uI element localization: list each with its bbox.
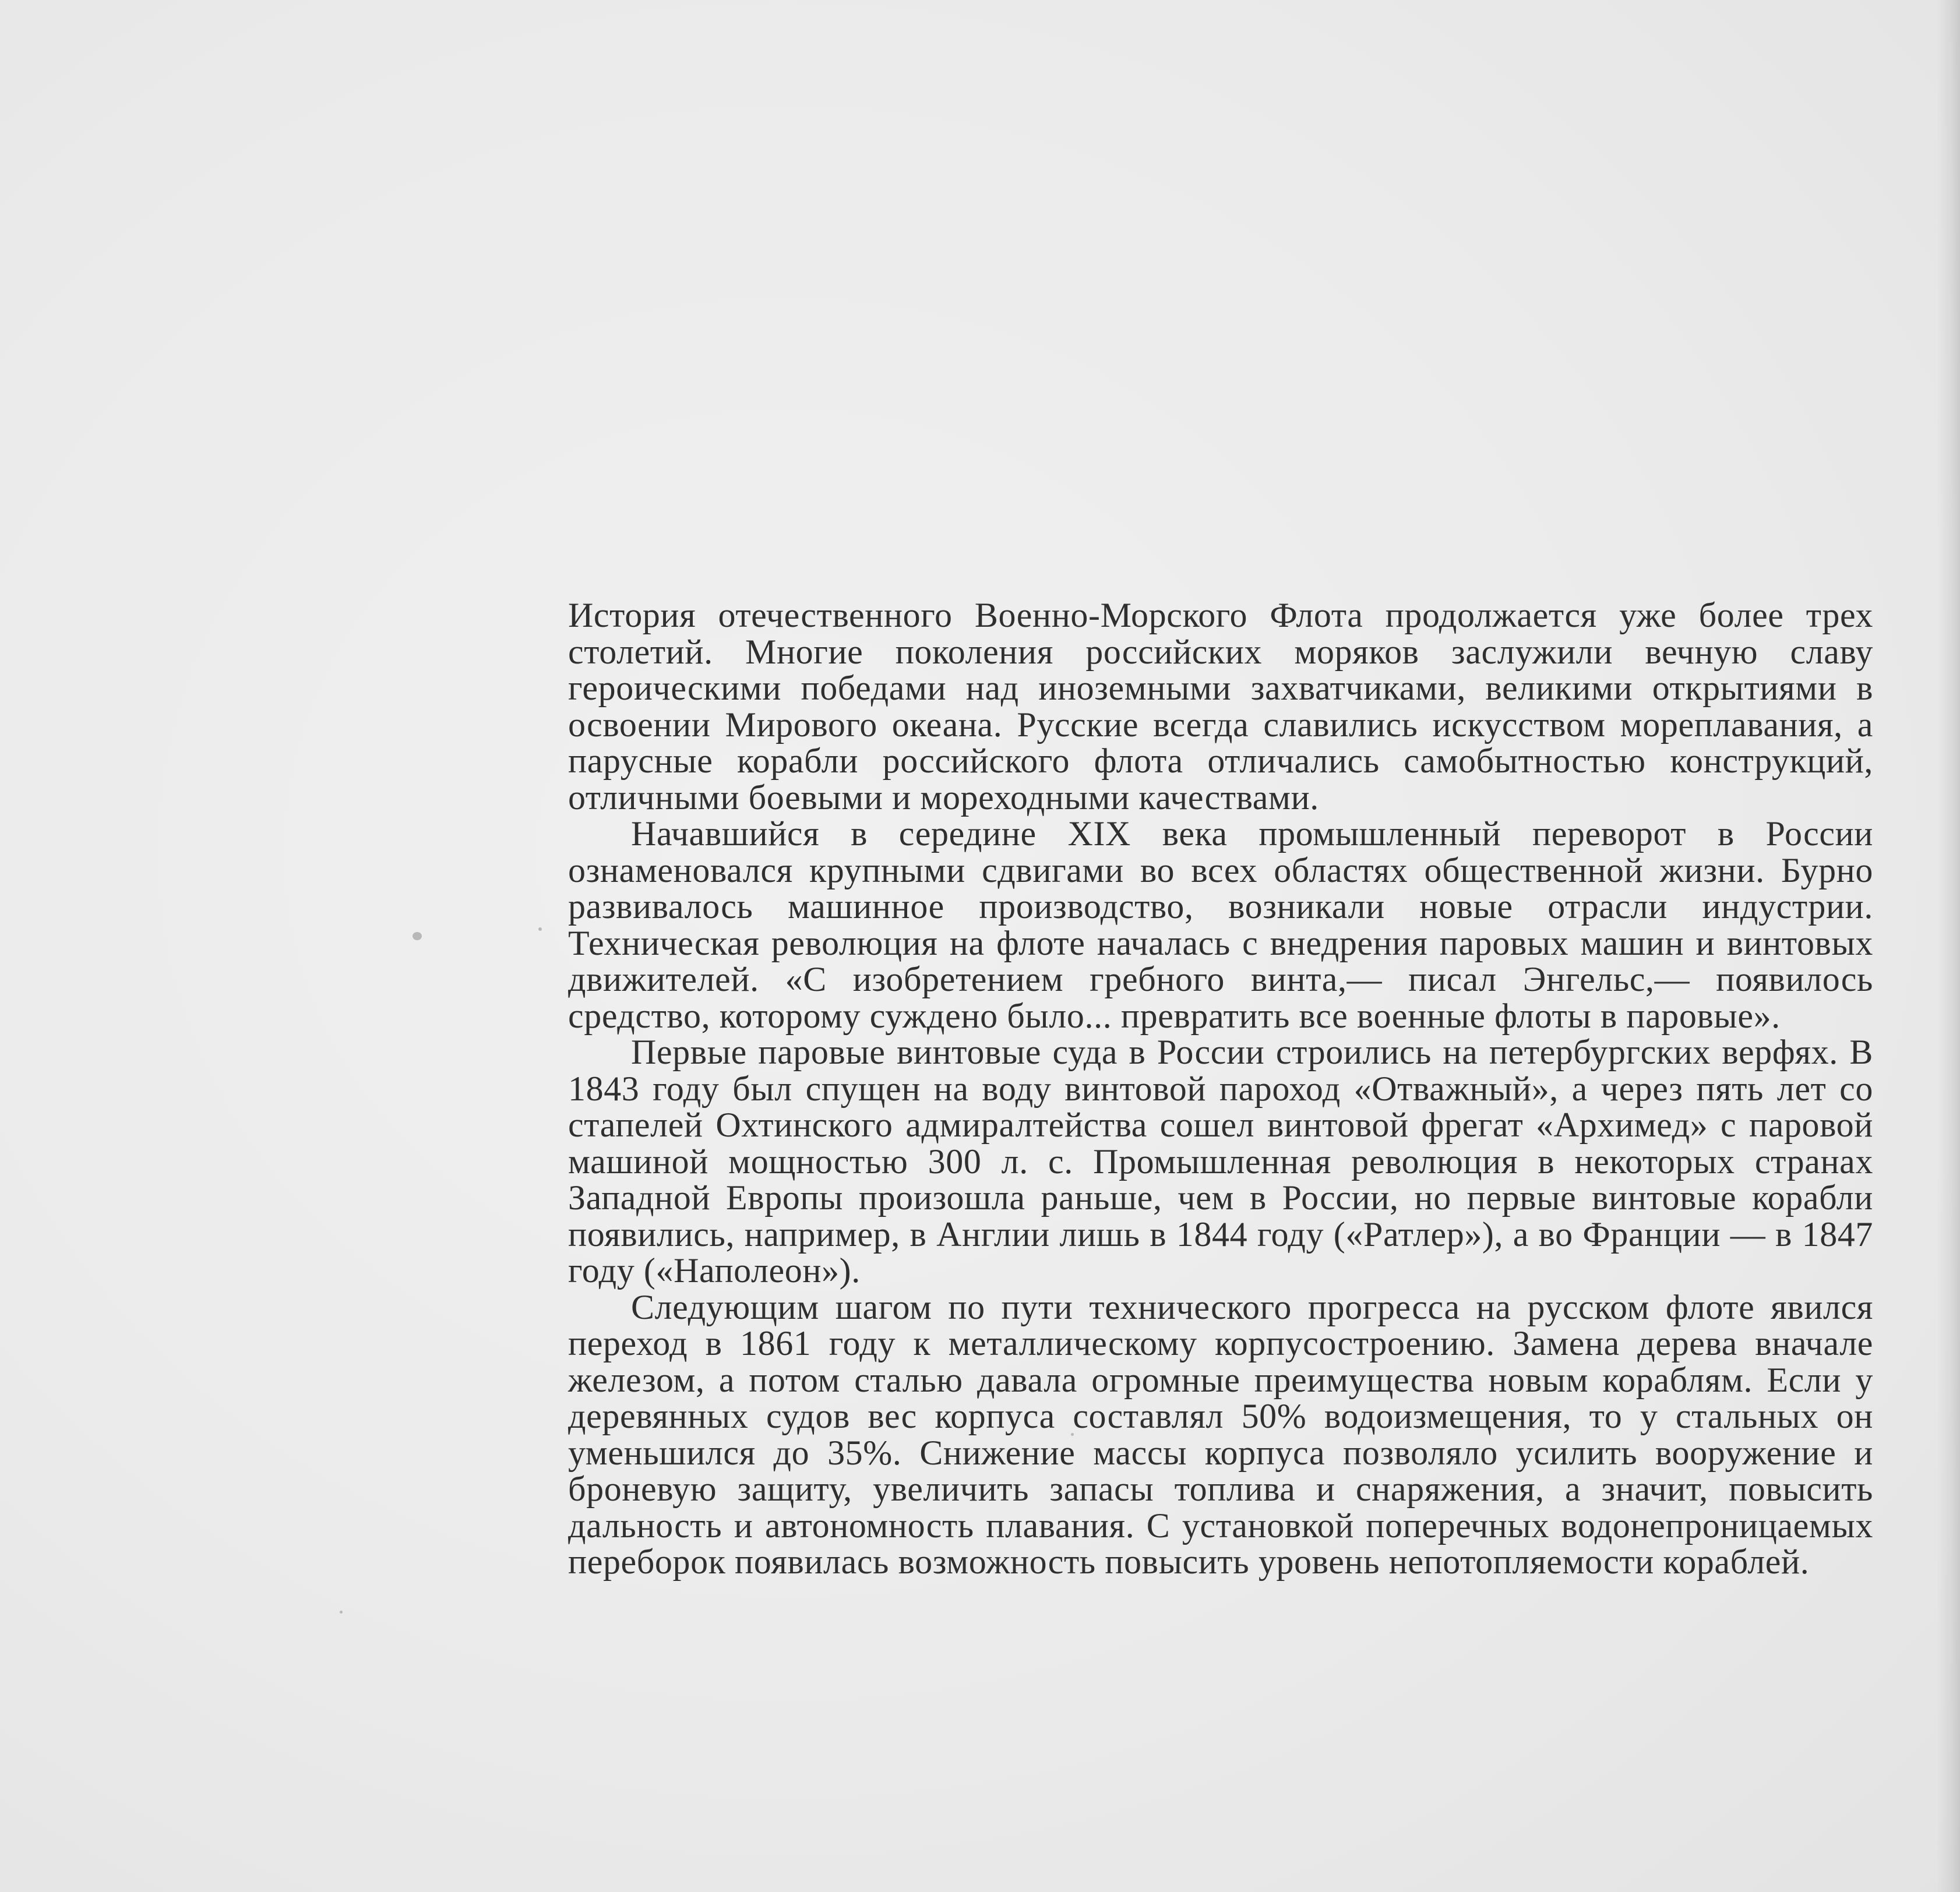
paragraph-industrial-revolution: Начавшийся в середине XIX века промышленный переворот в России ознаменовался крупными сдвигами во всех областях общественной жизни. Бурно развивалось машинное производство, возникали новые отрасли индустрии. Техническая революция на флоте началась с внедрения паровых машин и винтовых движителей. «С изобретением гребного винта,— писал Энгельс,— появилось средство, которому суждено было... превратить все военные флоты в паровые». [568, 814, 1873, 1035]
page-edge-shadow [1937, 0, 1960, 1892]
scan-speck [538, 927, 542, 931]
paragraph-first-steam-ships: Первые паровые винтовые суда в России строились на петербургских верфях. В 1843 году был спущен на воду винтовой пароход «Отважный», а через пять лет со стапелей Охтинского адмиралтейства сошел винтовой фрегат «Архимед» с паровой машиной мощностью 300 л. с. Промышленная революция в некоторых странах Западной Европы произошла раньше, чем в России, но первые винтовые корабли появились, например, в Англии лишь в 1844 году («Ратлер»), а во Франции — в 1847 году («Наполеон»). [568, 1033, 1873, 1290]
paragraph-intro: История отечественного Военно-Морского Флота продолжается уже более трех столетий. Многие поколения российских моряков заслужили вечную славу героическими победами над иноземными захватчиками, великими открытиями в освоении Мирового океана. Русские всегда славились искусством мореплавания, а парусные корабли российского флота отличались самобытностью конструкций, отличными боевыми и мореходными качествами. [568, 596, 1873, 817]
scan-speck [340, 1611, 343, 1614]
scan-speck [413, 932, 422, 940]
paragraph-metal-hulls: Следующим шагом по пути технического прогресса на русском флоте явился переход в 1861 году к металлическому корпусостроению. Замена дерева вначале железом, а потом сталью давала огромные преимущества новым кораблям. Если у деревянных судов вес корпуса составлял 50% водоизмещения, то у стальных он уменьшился до 35%. Снижение массы корпуса позволяло усилить вооружение и броневую защиту, увеличить запасы топлива и снаряжения, а значит, повысить дальность и автономность плавания. С установкой поперечных водонепроницаемых переборок появилась возможность повысить уровень непотопляемости кораблей. [568, 1287, 1873, 1581]
body-text [568, 597, 1873, 1580]
